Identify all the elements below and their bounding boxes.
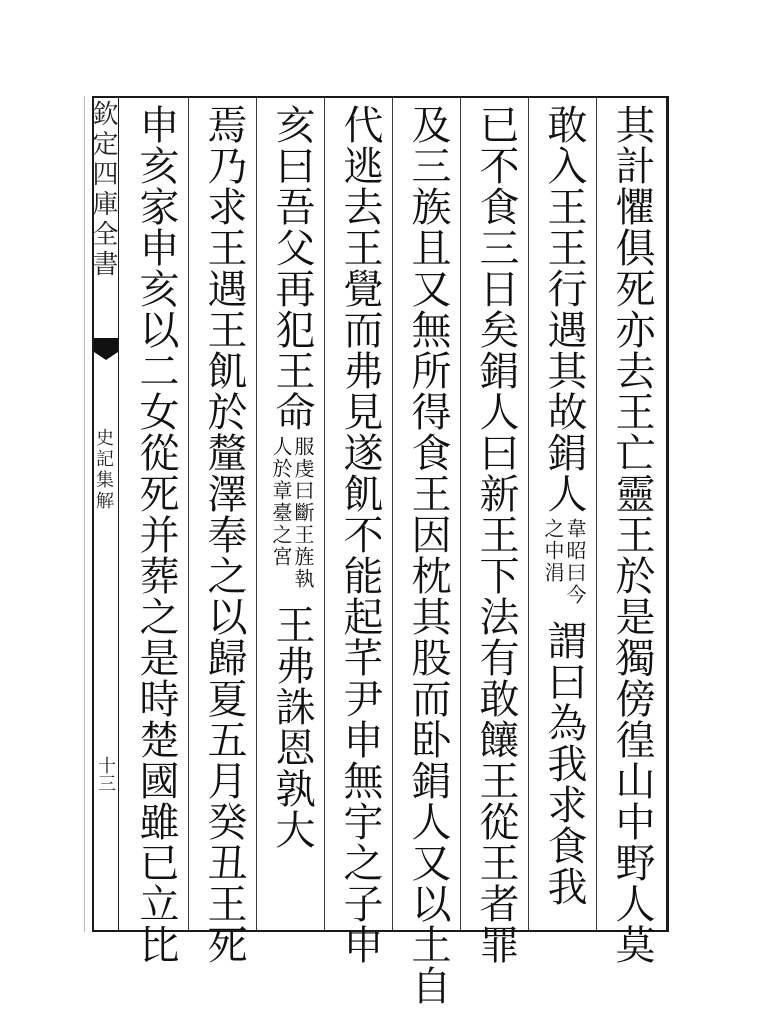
margin-book-title <box>92 428 116 516</box>
column-text: 已不食三日矣鋗人曰新王下法有敢饟王從王者罪 <box>473 104 519 965</box>
note-line-1: 韋昭曰今 <box>563 518 587 606</box>
column-text-after-note: 王弗誅恩孰大 <box>269 604 315 850</box>
column-rule <box>324 98 325 930</box>
text-column-2 <box>540 104 588 907</box>
column-rule <box>392 98 393 930</box>
margin-folio <box>94 756 116 796</box>
column-rule <box>188 98 189 930</box>
folio-number: 十三 <box>95 756 116 792</box>
column-rule <box>528 98 529 930</box>
column-text-before-note: 亥曰吾父再犯王命 <box>269 104 315 432</box>
column-rule <box>460 98 461 930</box>
text-column-4 <box>404 104 452 1006</box>
book-title: 史記集解 <box>93 428 114 512</box>
text-column-5 <box>336 104 384 965</box>
column-text-before-note: 敢入王王行遇其故鋗人 <box>541 104 587 514</box>
interlinear-note <box>542 518 586 606</box>
text-column-6 <box>268 104 316 850</box>
frame-margin-divider <box>118 96 119 932</box>
note-line-1: 服虔曰斷王旌執 <box>291 436 315 590</box>
fishtail-mark-icon <box>94 338 118 360</box>
interlinear-note <box>270 436 314 590</box>
text-column-7 <box>200 104 248 965</box>
column-rule <box>256 98 257 930</box>
note-line-2: 之中涓 <box>541 518 565 584</box>
text-column-8 <box>132 104 180 965</box>
column-rule <box>596 98 597 930</box>
text-column-3 <box>472 104 520 965</box>
collection-title: 欽定四庫全書 <box>88 100 118 280</box>
margin-header <box>88 100 118 340</box>
note-line-2: 人於章臺之宮 <box>269 436 293 568</box>
frame-outer-seam <box>84 96 85 932</box>
text-column-1 <box>608 104 656 965</box>
column-text: 其計懼俱死亦去王亡靈王於是獨傍徨山中野人莫 <box>609 104 655 965</box>
column-text-after-note: 謂曰為我求食我 <box>541 620 587 907</box>
column-text: 申亥家申亥以二女從死并葬之是時楚國雖已立比 <box>133 104 179 965</box>
frame-right-border <box>666 96 669 932</box>
frame-top-border <box>92 96 668 98</box>
column-text: 及三族且又無所得食王因枕其股而卧鋗人又以土自 <box>405 104 451 1006</box>
column-text: 焉乃求王遇王飢於釐澤奉之以歸夏五月癸丑王死 <box>201 104 247 965</box>
column-text: 代逃去王覺而弗見遂飢不能起芊尹申無宇之子申 <box>337 104 383 965</box>
